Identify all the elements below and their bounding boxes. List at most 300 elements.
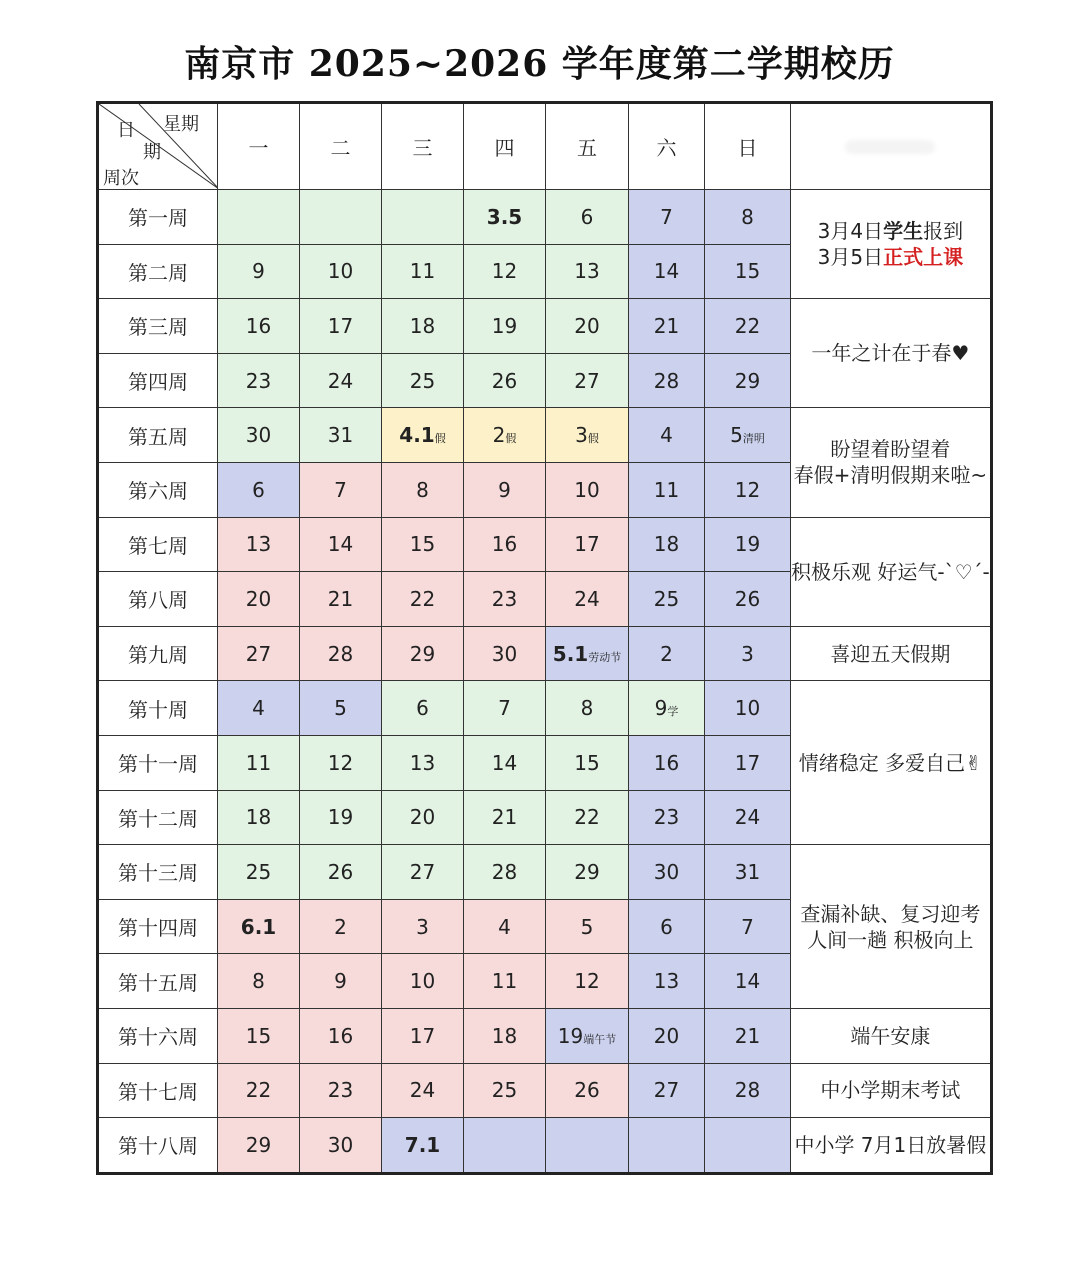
date-cell [629, 1008, 705, 1063]
date-cell [464, 954, 546, 1009]
note-cell [791, 299, 992, 408]
date-value: 4 [252, 696, 265, 721]
week-row [98, 681, 992, 736]
date-value: 3 [575, 423, 588, 448]
date-value: 29 [574, 859, 600, 884]
date-cell [382, 353, 464, 408]
date-cell [705, 462, 791, 517]
note-text: 人间一趟 积极向上 [807, 927, 974, 952]
date-value: 18 [409, 313, 436, 338]
date-cell [464, 244, 546, 299]
week-row [98, 517, 992, 572]
date-value: 28 [491, 859, 518, 884]
date-cell [382, 244, 464, 299]
date-value: 26 [491, 368, 518, 393]
date-cell [300, 517, 382, 572]
date-value: 29 [734, 368, 761, 393]
date-cell [218, 353, 300, 408]
date-value: 28 [327, 641, 354, 666]
date-cell [705, 1063, 791, 1118]
note-cell [791, 190, 992, 299]
date-cell [464, 790, 546, 845]
date-value: 6 [416, 696, 429, 721]
note-text: 一年之计在于春♥ [811, 341, 970, 366]
date-cell [546, 517, 629, 572]
date-cell [464, 1063, 546, 1118]
date-value: 23 [491, 586, 518, 611]
date-cell [629, 954, 705, 1009]
date-value: 6 [252, 477, 265, 502]
date-cell [300, 572, 382, 627]
blurred-header [845, 140, 935, 154]
day-header: 一 [218, 103, 300, 190]
date-cell [464, 845, 546, 900]
date-cell [218, 790, 300, 845]
date-cell [464, 408, 546, 463]
date-cell [546, 899, 629, 954]
date-annotation: 学 [667, 705, 679, 719]
week-row [98, 1008, 992, 1063]
week-label: 第九周 [98, 626, 218, 681]
day-header: 六 [629, 103, 705, 190]
week-label: 第三周 [98, 299, 218, 354]
date-value: 18 [245, 805, 272, 830]
date-cell [546, 244, 629, 299]
day-header: 四 [464, 103, 546, 190]
date-cell [218, 1008, 300, 1063]
date-cell [382, 954, 464, 1009]
date-value: 17 [574, 532, 600, 557]
date-value: 7 [660, 204, 673, 229]
date-value: 4 [660, 423, 673, 448]
date-value: 23 [327, 1078, 354, 1103]
date-value: 12 [327, 750, 354, 775]
date-cell [382, 899, 464, 954]
date-cell [300, 735, 382, 790]
date-value: 15 [409, 532, 436, 557]
date-value: 7.1 [404, 1132, 441, 1157]
date-cell [382, 735, 464, 790]
date-cell [218, 462, 300, 517]
week-label: 第十二周 [98, 790, 218, 845]
date-cell [464, 190, 546, 245]
date-value: 24 [574, 586, 600, 611]
date-cell [464, 1118, 546, 1174]
note-text: 报到 [923, 219, 964, 244]
date-cell [300, 299, 382, 354]
date-cell [546, 1008, 629, 1063]
date-cell [300, 408, 382, 463]
date-value: 26 [327, 859, 354, 884]
date-value: 19 [557, 1023, 584, 1048]
note-cell [791, 517, 992, 626]
date-value: 9 [498, 477, 511, 502]
date-value: 21 [734, 1023, 761, 1048]
date-value: 15 [574, 750, 600, 775]
date-value: 20 [653, 1023, 680, 1048]
date-value: 5.1 [552, 641, 589, 666]
date-cell [705, 190, 791, 245]
corner-label-week-number: 周次 [103, 168, 139, 189]
date-cell [382, 681, 464, 736]
date-value: 16 [245, 313, 272, 338]
date-value: 23 [245, 368, 272, 393]
date-cell [218, 1063, 300, 1118]
note-cell [791, 1063, 992, 1118]
date-cell [382, 845, 464, 900]
date-value: 29 [245, 1132, 272, 1157]
date-cell [546, 408, 629, 463]
date-cell [300, 1118, 382, 1174]
date-cell [546, 1118, 629, 1174]
date-value: 17 [734, 750, 761, 775]
date-cell [382, 462, 464, 517]
week-label: 第六周 [98, 462, 218, 517]
week-label: 第一周 [98, 190, 218, 245]
date-cell [705, 681, 791, 736]
week-label: 第十三周 [98, 845, 218, 900]
date-cell [382, 408, 464, 463]
date-cell [546, 190, 629, 245]
note-line [791, 927, 990, 953]
note-text: 中小学 7月1日放暑假 [794, 1132, 987, 1157]
date-cell [546, 462, 629, 517]
date-cell [464, 899, 546, 954]
note-cell [791, 681, 992, 845]
date-value: 13 [653, 969, 680, 994]
page-title: 南京市 2025~2026 学年度第二学期校历 [184, 43, 895, 85]
date-value: 25 [653, 586, 680, 611]
date-cell [464, 1008, 546, 1063]
date-cell [705, 353, 791, 408]
date-value: 25 [245, 859, 272, 884]
date-cell [705, 572, 791, 627]
date-value: 3 [741, 641, 754, 666]
date-value: 5 [730, 423, 743, 448]
week-row [98, 1063, 992, 1118]
note-text: 学生 [883, 219, 924, 244]
date-cell [629, 517, 705, 572]
date-annotation: 假 [434, 432, 446, 446]
date-value: 20 [409, 805, 436, 830]
date-value: 12 [734, 477, 761, 502]
date-cell [382, 790, 464, 845]
date-value: 12 [491, 259, 518, 284]
date-value: 15 [734, 259, 761, 284]
note-cell [791, 408, 992, 517]
date-cell [218, 572, 300, 627]
date-cell [218, 954, 300, 1009]
date-value: 14 [491, 750, 518, 775]
date-cell [705, 299, 791, 354]
date-cell [382, 190, 464, 245]
date-cell [218, 408, 300, 463]
date-cell [629, 462, 705, 517]
date-cell [464, 735, 546, 790]
date-cell [382, 572, 464, 627]
date-annotation: 假 [505, 432, 517, 446]
date-value: 8 [741, 204, 754, 229]
week-row [98, 408, 992, 463]
note-line [791, 340, 990, 366]
date-value: 10 [734, 696, 761, 721]
date-value: 8 [252, 969, 265, 994]
date-value: 10 [327, 259, 354, 284]
week-label: 第四周 [98, 353, 218, 408]
week-label: 第十五周 [98, 954, 218, 1009]
note-text: 端午安康 [850, 1023, 931, 1048]
date-value: 3.5 [486, 204, 523, 229]
date-annotation: 端午节 [583, 1032, 617, 1046]
note-text: 情绪稳定 多爱自己✌ [798, 750, 982, 775]
note-cell [791, 1118, 992, 1174]
note-line [791, 436, 990, 462]
date-value: 8 [580, 696, 594, 721]
date-cell [218, 899, 300, 954]
date-cell [300, 626, 382, 681]
date-cell [464, 299, 546, 354]
date-cell [464, 353, 546, 408]
date-value: 8 [416, 477, 429, 502]
date-cell [546, 681, 629, 736]
date-value: 21 [491, 805, 518, 830]
date-value: 30 [327, 1132, 354, 1157]
date-value: 31 [327, 423, 354, 448]
corner-label-day: 日 [117, 120, 135, 141]
date-value: 6.1 [240, 914, 277, 939]
date-value: 26 [734, 586, 761, 611]
date-cell [300, 845, 382, 900]
date-cell [218, 845, 300, 900]
date-cell [629, 681, 705, 736]
date-value: 9 [334, 969, 347, 994]
date-value: 7 [741, 914, 754, 939]
date-value: 16 [653, 750, 680, 775]
date-cell [300, 353, 382, 408]
date-value: 14 [734, 969, 761, 994]
date-value: 10 [574, 477, 600, 502]
date-value: 4.1 [399, 423, 435, 448]
date-value: 30 [653, 859, 680, 884]
date-value: 24 [734, 805, 761, 830]
date-value: 11 [653, 477, 680, 502]
week-label: 第八周 [98, 572, 218, 627]
note-text: 3月4日 [817, 219, 884, 244]
note-line [791, 1077, 990, 1103]
date-cell [629, 244, 705, 299]
date-value: 18 [653, 532, 680, 557]
week-row [98, 190, 992, 245]
date-value: 30 [491, 641, 518, 666]
week-row [98, 1118, 992, 1174]
date-cell [705, 517, 791, 572]
date-annotation: 劳动节 [588, 650, 622, 664]
date-value: 24 [409, 1078, 436, 1103]
date-cell [218, 517, 300, 572]
date-value: 27 [574, 368, 600, 393]
date-value: 20 [245, 586, 272, 611]
date-cell [629, 408, 705, 463]
week-label: 第十八周 [98, 1118, 218, 1174]
date-cell [705, 408, 791, 463]
date-cell [629, 299, 705, 354]
date-annotation: 假 [587, 432, 599, 446]
date-value: 15 [245, 1023, 272, 1048]
week-label: 第十周 [98, 681, 218, 736]
date-cell [546, 626, 629, 681]
date-cell [464, 681, 546, 736]
date-cell [300, 954, 382, 1009]
date-value: 2 [660, 641, 673, 666]
corner-label-period: 期 [143, 142, 161, 163]
date-value: 9 [252, 259, 265, 284]
date-value: 21 [327, 586, 354, 611]
date-value: 27 [245, 641, 272, 666]
date-value: 2 [334, 914, 347, 939]
date-cell [300, 899, 382, 954]
date-value: 26 [574, 1078, 600, 1103]
date-value: 13 [574, 259, 600, 284]
date-cell [705, 899, 791, 954]
note-text: 喜迎五天假期 [830, 641, 951, 666]
day-header: 二 [300, 103, 382, 190]
notes-header [791, 103, 992, 190]
note-line [791, 641, 990, 667]
date-cell [464, 572, 546, 627]
date-value: 21 [653, 313, 680, 338]
note-line [791, 559, 990, 585]
date-cell [300, 244, 382, 299]
date-cell [705, 954, 791, 1009]
date-cell [382, 299, 464, 354]
date-value: 16 [491, 532, 518, 557]
date-value: 28 [653, 368, 680, 393]
date-cell [629, 353, 705, 408]
note-line [791, 750, 990, 776]
note-cell [791, 1008, 992, 1063]
date-value: 10 [409, 969, 436, 994]
note-text: 盼望着盼望着 [830, 437, 951, 462]
date-value: 5 [334, 696, 347, 721]
week-row [98, 299, 992, 354]
date-cell [629, 790, 705, 845]
date-value: 5 [580, 914, 594, 939]
date-value: 17 [327, 313, 354, 338]
date-cell [629, 626, 705, 681]
note-line [791, 1023, 990, 1049]
date-cell [464, 517, 546, 572]
date-value: 6 [660, 914, 673, 939]
note-cell [791, 845, 992, 1009]
date-value: 30 [245, 423, 272, 448]
date-value: 25 [409, 368, 436, 393]
date-cell [629, 572, 705, 627]
date-cell [705, 244, 791, 299]
date-cell [218, 244, 300, 299]
note-text: 春假+清明假期来啦~ [793, 463, 988, 488]
date-value: 27 [653, 1078, 680, 1103]
day-header: 三 [382, 103, 464, 190]
date-cell [300, 790, 382, 845]
date-cell [705, 790, 791, 845]
week-label: 第五周 [98, 408, 218, 463]
date-cell [300, 190, 382, 245]
week-label: 第十四周 [98, 899, 218, 954]
week-row [98, 845, 992, 900]
date-value: 3 [416, 914, 429, 939]
date-cell [464, 626, 546, 681]
date-cell [629, 1118, 705, 1174]
date-value: 11 [245, 750, 272, 775]
date-cell [705, 845, 791, 900]
date-value: 18 [491, 1023, 518, 1048]
week-label: 第十六周 [98, 1008, 218, 1063]
date-cell [218, 1118, 300, 1174]
date-cell [546, 845, 629, 900]
date-value: 17 [409, 1023, 436, 1048]
date-cell [382, 626, 464, 681]
date-cell [382, 1063, 464, 1118]
date-value: 2 [492, 423, 506, 448]
date-value: 12 [574, 969, 600, 994]
note-line [791, 462, 990, 488]
note-line [791, 244, 990, 270]
school-calendar-table [96, 101, 993, 1175]
date-value: 19 [327, 805, 354, 830]
date-value: 29 [409, 641, 436, 666]
date-cell [546, 1063, 629, 1118]
note-text: 积极乐观 好运气-`♡´- [791, 559, 990, 584]
date-cell [705, 1118, 791, 1174]
date-cell [464, 462, 546, 517]
note-cell [791, 626, 992, 681]
date-value: 20 [574, 313, 600, 338]
date-cell [546, 353, 629, 408]
date-cell [218, 735, 300, 790]
date-value: 13 [409, 750, 436, 775]
date-value: 11 [491, 969, 518, 994]
date-value: 19 [491, 313, 518, 338]
date-annotation: 清明 [742, 432, 765, 446]
date-value: 6 [580, 204, 594, 229]
date-value: 24 [327, 368, 354, 393]
header-row [98, 103, 992, 190]
date-cell [218, 190, 300, 245]
date-cell [218, 299, 300, 354]
date-cell [382, 1118, 464, 1174]
date-cell [546, 790, 629, 845]
note-line [791, 218, 990, 244]
date-value: 22 [734, 313, 761, 338]
date-cell [218, 681, 300, 736]
date-value: 13 [245, 532, 272, 557]
date-value: 22 [245, 1078, 272, 1103]
date-cell [300, 1063, 382, 1118]
corner-label-weekday: 星期 [163, 114, 199, 135]
date-cell [705, 735, 791, 790]
day-header: 五 [546, 103, 629, 190]
date-cell [546, 572, 629, 627]
date-cell [382, 517, 464, 572]
date-cell [382, 1008, 464, 1063]
date-value: 31 [734, 859, 761, 884]
date-value: 7 [498, 696, 511, 721]
date-value: 11 [409, 259, 436, 284]
note-text: 中小学期末考试 [820, 1078, 961, 1103]
corner-header-cell [98, 103, 218, 190]
date-cell [546, 954, 629, 1009]
week-row [98, 626, 992, 681]
